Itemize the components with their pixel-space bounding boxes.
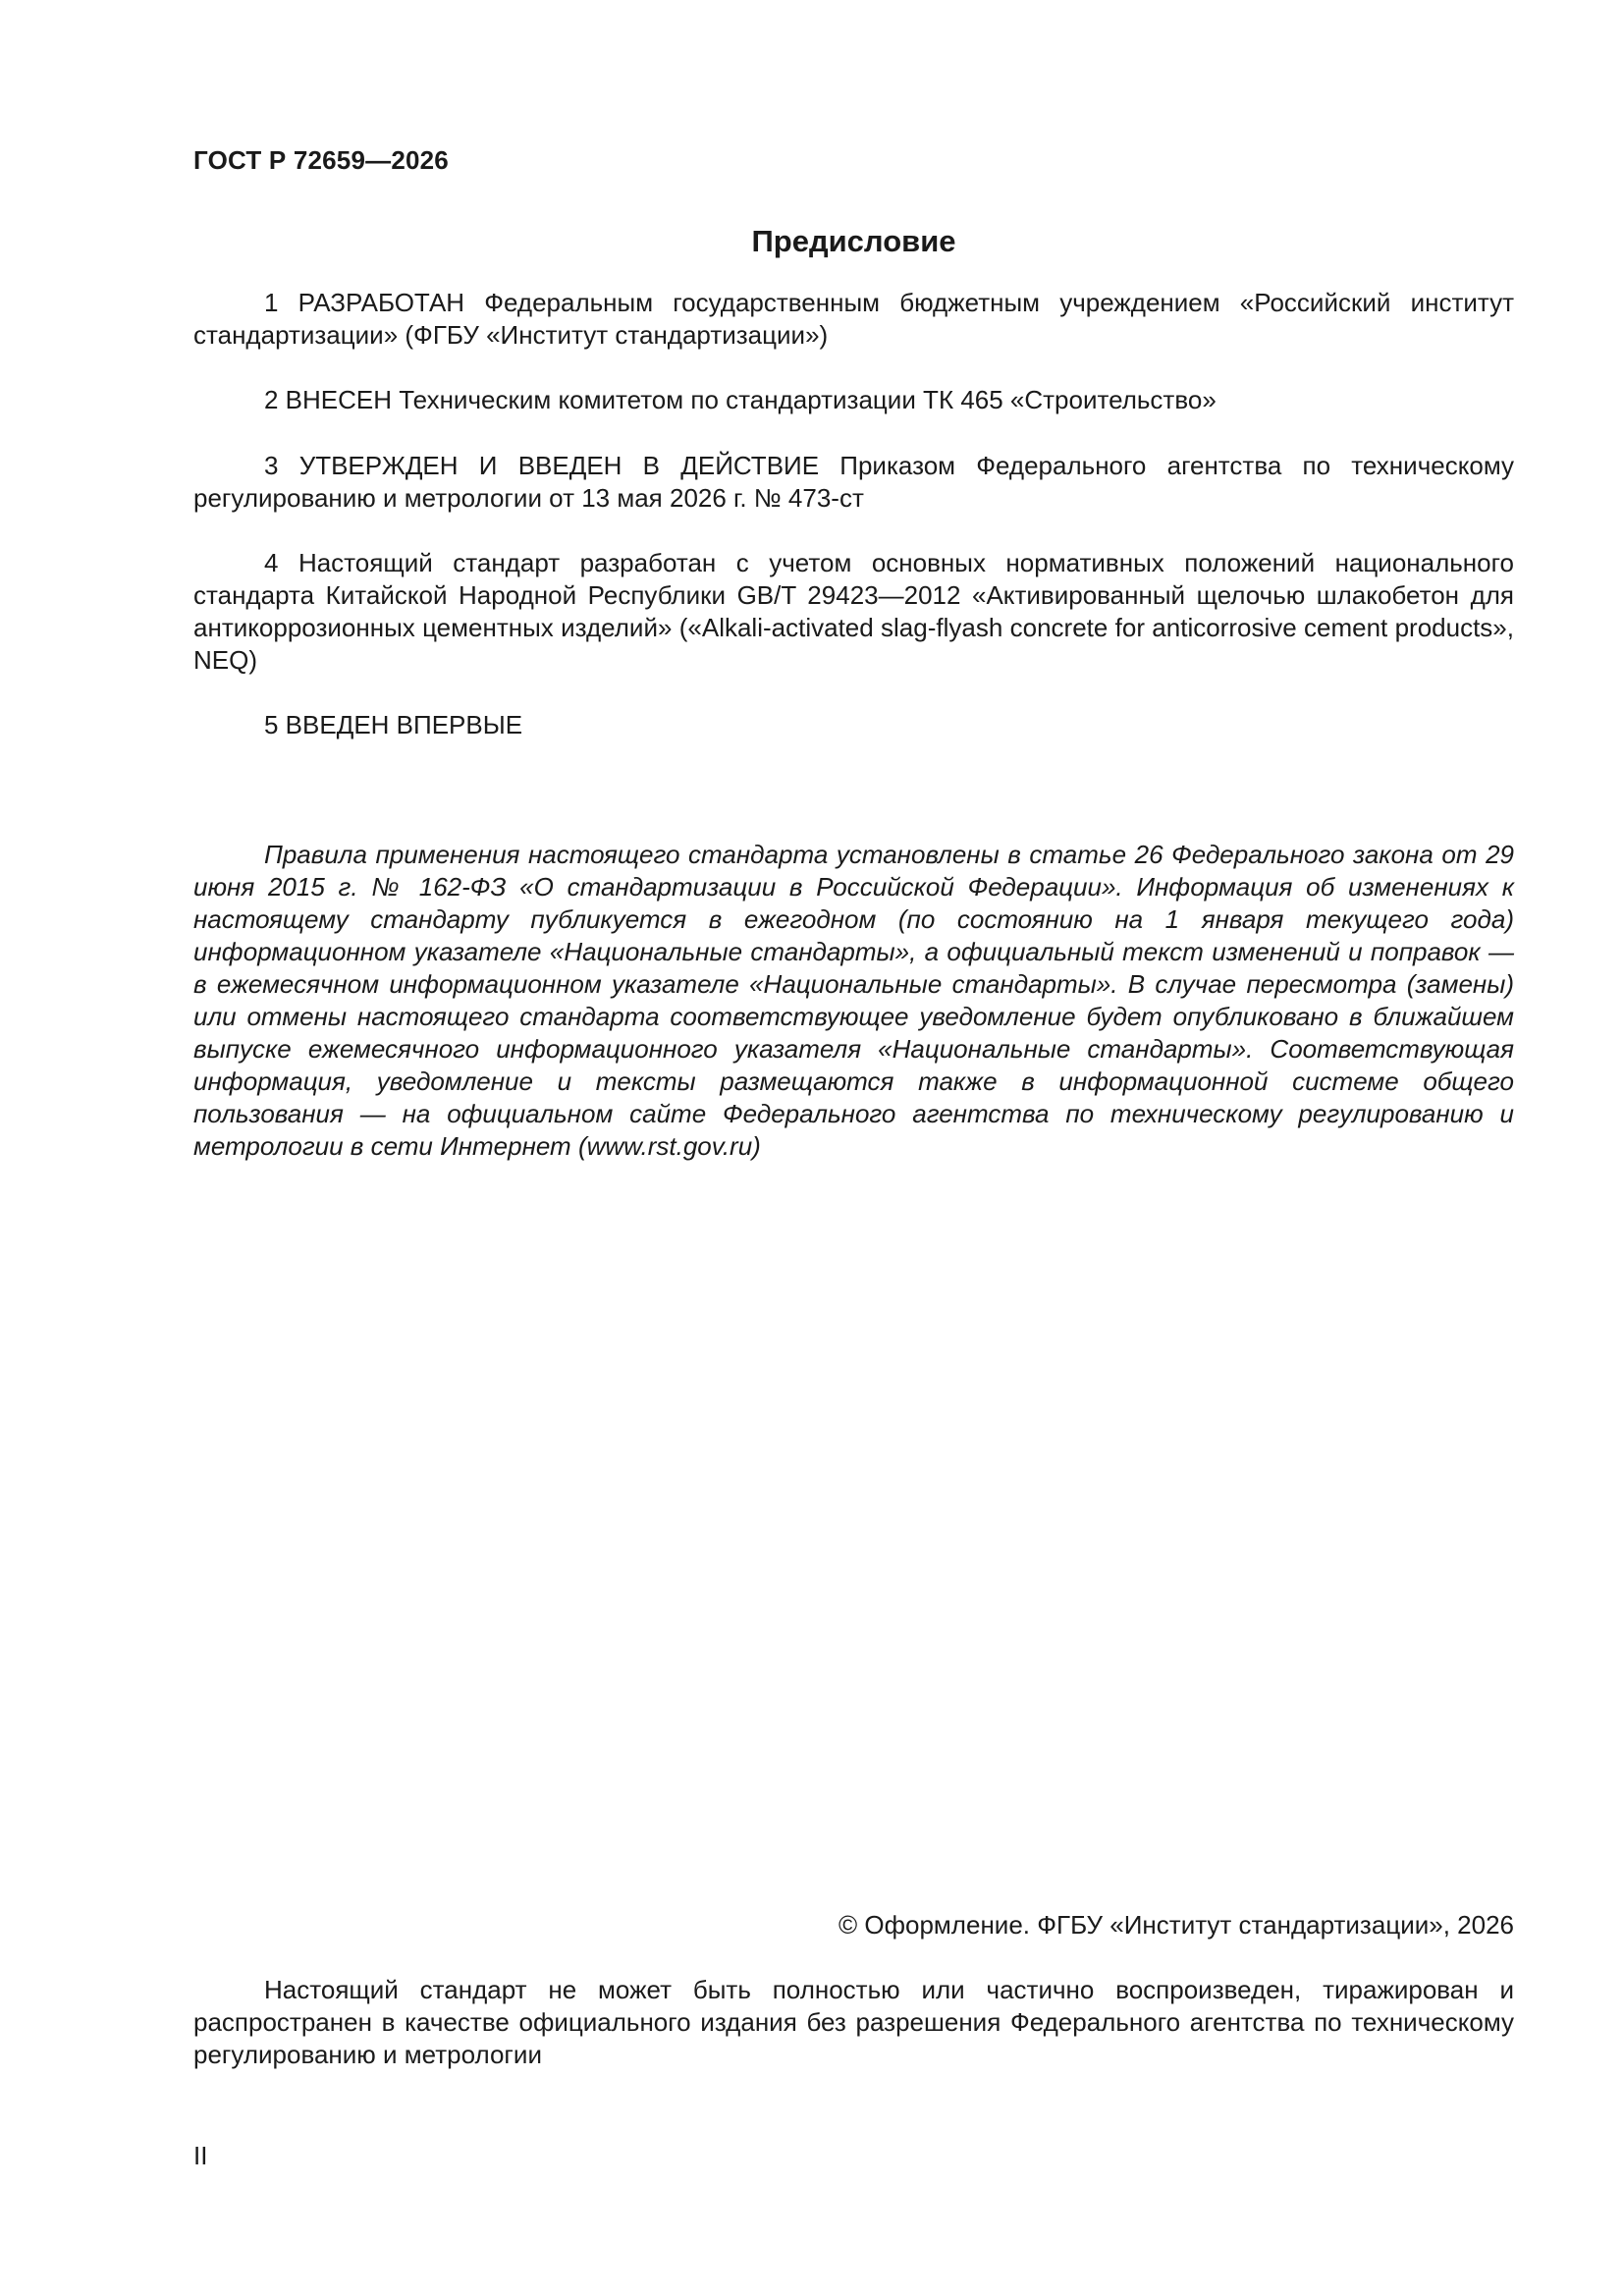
foreword-item-2: 2 ВНЕСЕН Техническим комитетом по стандартизации ТК 465 «Строительство» (264, 385, 1217, 414)
rules-notice: Правила применения настоящего стандарта установлены в статье 26 Федерального закона от 29 июня 2015 г. № 162-ФЗ «О стандартизации в Российской Федерации». Информация об изменениях к настоящему стандарту публикуется в ежегодном (по состоянию на 1 января текущего года) информационном указателе «Национальные стандарты», а официальный текст изменений и поправок — в ежемесячном информационном указателе «Национальные стандарты». В случае пересмотра (замены) или отмены настоящего стандарта соответствующее уведомление будет опубликовано в ближайшем выпуске ежемесячного информационного указателя «Национальные стандарты». Соответствующая информация, уведомление и тексты размещаются также в информационной системе общего пользования — на официальном сайте Федерального агентства по техническому регулированию и метрологии в сети Интернет (www.rst.gov.ru) (193, 840, 1514, 1161)
foreword-item-1: 1 РАЗРАБОТАН Федеральным государственным бюджетным учреждением «Российский институт стандартизации» (ФГБУ «Институт стандартизации») (193, 288, 1514, 350)
page-title: Предисловие (751, 224, 956, 258)
foreword-item-5: 5 ВВЕДЕН ВПЕРВЫЕ (264, 710, 523, 739)
document-code: ГОСТ Р 72659—2026 (193, 145, 449, 175)
page-number: II (193, 2141, 208, 2170)
foreword-item-4: 4 Настоящий стандарт разработан с учетом основных нормативных положений национального стандарта Китайской Народной Республики GB/T 29423—2012 «Активированный щелочью шлакобетон для антикоррозионных цементных изделий» («Alkali-activated slag-flyash concrete for anticorrosive cement products», NEQ) (193, 548, 1514, 675)
copyright-line: © Оформление. ФГБУ «Институт стандартизации», 2026 (839, 1910, 1514, 1940)
foreword-item-3: 3 УТВЕРЖДЕН И ВВЕДЕН В ДЕЙСТВИЕ Приказом Федерального агентства по техническому регулированию и метрологии от 13 мая 2026 г. № 473-ст (193, 451, 1514, 513)
reproduction-notice: Настоящий стандарт не может быть полностью или частично воспроизведен, тиражирован и распространен в качестве официального издания без разрешения Федерального агентства по техническому регулированию и метрологии (193, 1975, 1514, 2069)
